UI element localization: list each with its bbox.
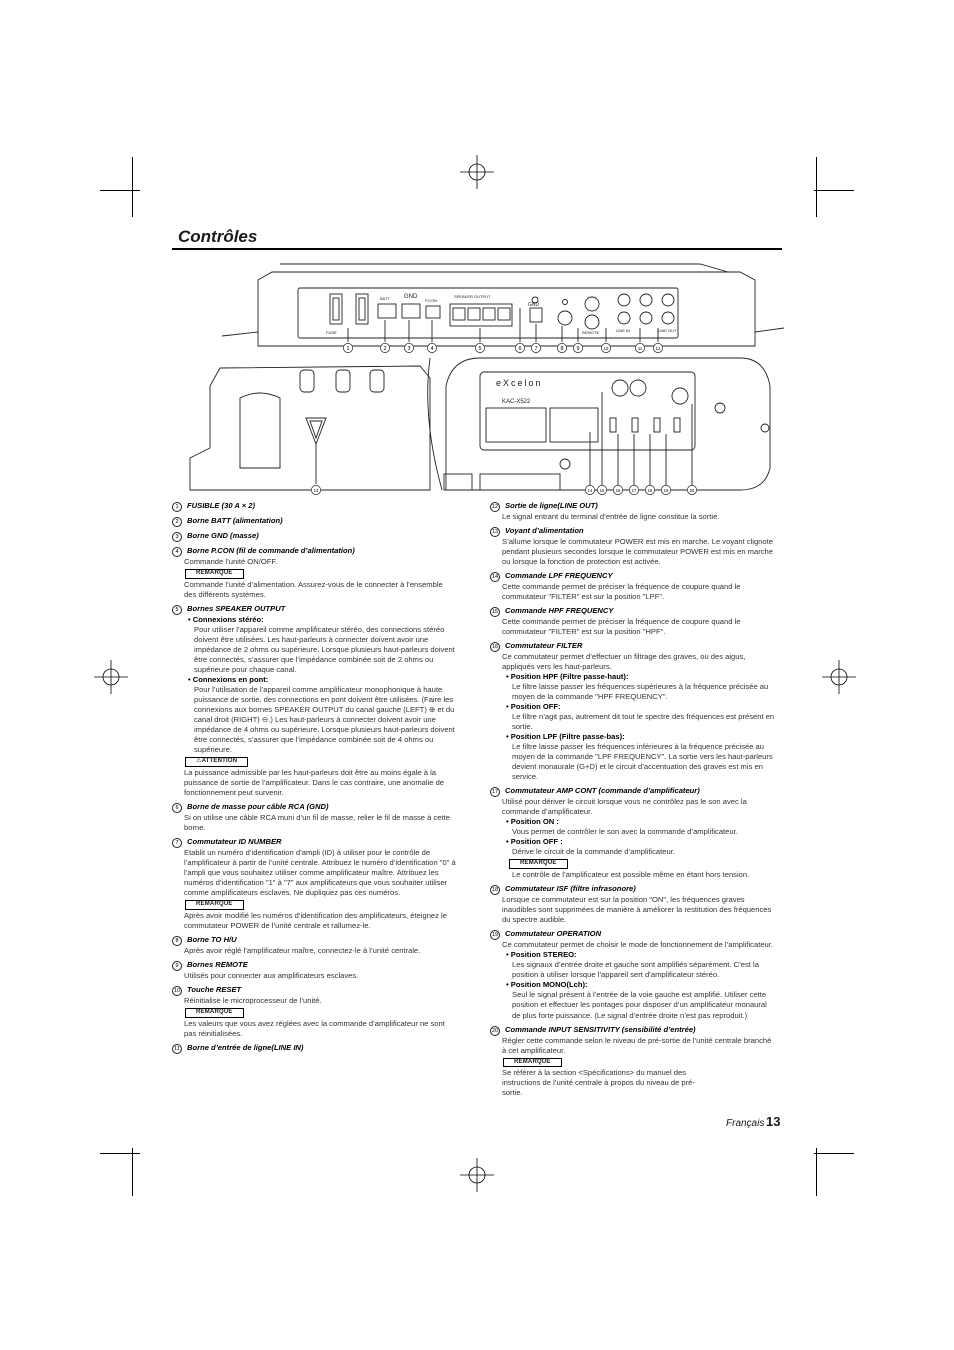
list-item: 3 Borne GND (masse): [172, 531, 457, 542]
left-column: [172, 501, 457, 1058]
callout-number: 19: [663, 488, 669, 493]
registration-mark: [460, 1158, 494, 1192]
registration-mark: [94, 660, 128, 694]
crop-mark: [816, 1148, 817, 1196]
svg-text:GND: GND: [528, 302, 540, 308]
svg-text:P.CON: P.CON: [425, 298, 438, 303]
crop-mark: [132, 157, 133, 217]
callout-number: 9: [576, 346, 580, 352]
crop-mark: [132, 1148, 133, 1196]
attention-badge: ⚠ATTENTION: [185, 757, 248, 767]
list-item: 2 Borne BATT (alimentation): [172, 516, 457, 527]
list-item: 13 Voyant d’alimentation S’allume lorsque le commutateur POWER est mis en marche. Le voyant clignote pendant plusieurs secondes lorsque le commutateur POWER est mis en marche ou lorsque la fonction de protection est activée.: [491, 526, 773, 567]
svg-text:GND: GND: [404, 294, 418, 300]
callout-number: 13: [313, 488, 319, 493]
callout-number: 12: [655, 346, 661, 351]
crop-mark: [814, 190, 854, 191]
crop-mark: [816, 157, 817, 217]
list-item: 8 Borne TO H/U Après avoir réglé l’amplificateur maître, connectez-le à l’unité centrale.: [172, 935, 457, 956]
list-item: 20 Commande INPUT SENSITIVITY (sensibilité d’entrée) Régler cette commande selon le niveau de pré-sortie de l’unité centrale branché à cet amplificateur. REMARQUE Se référer à la section <Spécifications> du manuel des instructions de l’unité centrale à propos du niveau de pré-sortie.: [491, 1024, 772, 1098]
callout-number: 5: [478, 346, 482, 352]
callout-number: 6: [518, 346, 522, 352]
callout-number: 1: [346, 346, 350, 352]
amplifier-diagram: [180, 258, 784, 498]
callout-number: 7: [534, 346, 538, 352]
remarque-badge: REMARQUE: [509, 859, 568, 869]
list-item: 11 Borne d’entrée de ligne(LINE IN): [172, 1043, 457, 1054]
remarque-badge: REMARQUE: [503, 1058, 562, 1068]
list-item: 17 Commutateur AMP CONT (commande d’amplificateur) Utilisé pour dériver le circuit lorsque vous ne contrôlez pas le son avec la commande d’amplificateur. • Position ON : Vous permet de contrôler le son avec la commande d’amplificateur. • Position OFF : Dérive le circuit de la commande d’amplificateur. REMARQUE Le contrôle de l’amplificateur est possible même en étant hors tension.: [491, 786, 750, 880]
remarque-badge: REMARQUE: [185, 900, 244, 910]
callout-number: 18: [647, 488, 653, 493]
callout-number: 14: [587, 488, 593, 493]
remarque-badge: REMARQUE: [185, 569, 244, 579]
svg-text:BATT: BATT: [380, 296, 390, 301]
crop-mark: [814, 1153, 854, 1154]
list-item: 12 Sortie de ligne(LINE OUT) Le signal entrant du terminal d’entrée de ligne constitue la sortie.: [491, 501, 720, 521]
list-item: 1 FUSIBLE (30 A × 2): [172, 501, 457, 512]
crop-mark: [100, 1153, 140, 1154]
list-item: 14 Commande LPF FREQUENCY Cette commande permet de préciser la fréquence de coupure quand le commutateur "FILTER" est sur la position "LPF".: [491, 571, 741, 602]
callout-number: 2: [383, 346, 387, 352]
callout-number: 16: [615, 488, 621, 493]
list-item: 19 Commutateur OPERATION Ce commutateur permet de choisir le mode de fonctionnement de l’amplificateur. • Position STEREO: Les signaux d’entrée droite et gauche sont amplifiés séparément. C’est la position à utiliser lorsque l’appareil sert d’amplificateur stéréo. • Position MONO(Lch): Seul le signal présent à l’entrée de la voie gauche est amplifié. Utiliser cette position et effectuer les pontages pour disposer d’un amplificateur monaural de plus forte puissance. (Le signal d’entrée droite n’est pas reproduit.): [491, 929, 773, 1020]
page-title: Contrôles: [178, 227, 258, 246]
svg-text:LINE IN: LINE IN: [616, 328, 631, 333]
crop-mark: [100, 190, 140, 191]
list-item: 15 Commande HPF FREQUENCY Cette commande permet de préciser la fréquence de coupure quand le commutateur "FILTER" est sur la position "HPF".: [491, 606, 741, 637]
svg-text:LINE OUT: LINE OUT: [658, 328, 677, 333]
page-number: 13: [766, 1114, 781, 1129]
list-item: 5 Bornes SPEAKER OUTPUT • Connexions stéréo: Pour utiliser l’appareil comme amplificateur stéréo, des connections stéréo doivent être utilisées. Les haut-parleurs à connecter doivent avoir une impédance de 2 ohms ou supérieure. Lorsque plusieurs haut-parleurs doivent être connectés, s’assurer que l’impédance combinée soit de 2 ohms ou supérieure pour chaque canal. • Connexions en pont: Pour l’utilisation de l’appareil comme amplificateur monophonique à haute puissance de sortie, des connections en pont doivent être utilisées. (Faire les connexions aux bornes SPEAKER OUTPUT du canal gauche (LEFT) ⊕ et du canal droit (RIGHT) ⊖.) Les haut-parleurs à connecter doivent avoir une impédance de 4 ohms ou supérieure. Lorsque plusieurs haut-parleurs doivent être connectés, s’assurer que l’impédance combinée soit de 4 ohms ou supérieure. ⚠ATTENTION La puissance admissible par les haut-parleurs doit être au moins égale à la puissance de sortie de l’amplificateur. Dans le cas contraire, une anomalie de fonctionnement peut survenir.: [172, 604, 457, 798]
right-column: [490, 501, 775, 1103]
callout-number: 3: [407, 346, 411, 352]
remarque-badge: REMARQUE: [185, 1008, 244, 1018]
svg-text:REMOTE: REMOTE: [582, 330, 600, 335]
registration-mark: [460, 155, 494, 189]
list-item: 10 Touche RESET Réinitialise le microprocesseur de l’unité. REMARQUE Les valeurs que vous avez réglées avec la commande d’amplificateur ne sont pas réinitialisées.: [173, 985, 445, 1039]
svg-text:FUSE: FUSE: [326, 330, 337, 335]
svg-text:SPEAKER OUTPUT: SPEAKER OUTPUT: [454, 294, 491, 299]
footer-language: Français: [726, 1118, 765, 1129]
callout-number: 17: [631, 488, 637, 493]
svg-text:KAC-X522: KAC-X522: [502, 399, 531, 405]
svg-text:eXcelon: eXcelon: [496, 378, 543, 388]
callout-number: 11: [637, 346, 643, 351]
list-item: 4 Borne P.CON (fil de commande d’alimentation) Commande l’unité ON/OFF. REMARQUE Commande l’unité d’alimentation. Assurez-vous de le connecter à l’ensemble des différents systèmes.: [172, 546, 457, 600]
list-item: 7 Commutateur ID NUMBER Etablit un numéro d’identification d’ampli (ID) à utiliser pour le contrôle de l’amplificateur à partir de l’unité centrale. Attribuez le numéro d’identification "0" à l’ampli que vous souhaitez utiliser comme amplificateur maître. Attribuez les numéros d’identification "1" à "7" aux amplificateurs que vous souhaiter utiliser comme amplificateurs esclaves. Ne dupliquez pas ces numéros. REMARQUE Après avoir modifié les numéros d’identification des amplificateurs, éteignez le commutateur POWER de l’unité centrale et rallumez-le.: [172, 837, 457, 931]
list-item: 6 Borne de masse pour câble RCA (GND) Si on utilise une câble RCA muni d’un fil de masse, relier le fil de masse à cette borne.: [172, 802, 457, 833]
list-item: 16 Commutateur FILTER Ce commutateur permet d’effectuer un filtrage des graves, ou des aigus, appliqués vers les haut-parleurs. • Position HPF (Filtre passe-haut): Le filtre laisse passer les fréquences supérieures à la fréquence précisée au moyen de la commande "HPF FREQUENCY". • Position OFF: Le filtre n’agit pas, autrement dit tout le spectre des fréquences est présent en sortie. • Position LPF (Filtre passe-bas): Le filtre laisse passer les fréquences inférieures à la fréquence précisée au moyen de la commande "LPF FREQUENCY". La sortie vers les haut-parleurs devient monaurale (G+D) et le circuit d’accentuation des graves est mis en service.: [491, 641, 775, 782]
callout-number: 10: [603, 346, 609, 351]
registration-mark: [822, 660, 856, 694]
callout-number: 20: [689, 488, 695, 493]
list-item: 18 Commutateur ISF (filtre infrasonore) Lorsque ce commutateur est sur la position "ON", les fréquences graves inaudibles sont supprimées de manière à améliorer la restitution des fréquences du spectre audible.: [491, 884, 772, 925]
title-rule: [172, 248, 782, 250]
callout-number: 15: [599, 488, 605, 493]
callout-number: 8: [560, 346, 564, 352]
callout-number: 4: [430, 346, 434, 352]
list-item: 9 Bornes REMOTE Utilisés pour connecter aux amplificateurs esclaves.: [172, 960, 457, 981]
